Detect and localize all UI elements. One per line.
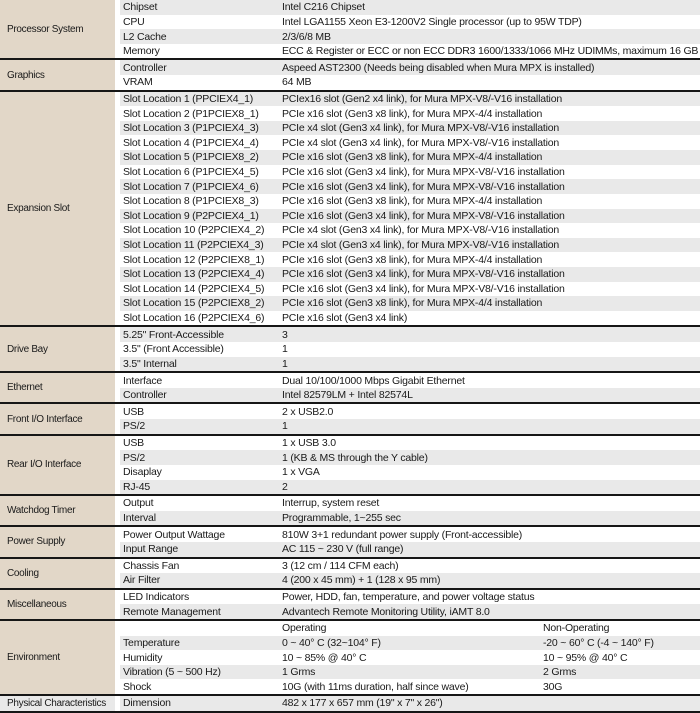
section-rows <box>120 496 700 525</box>
table-row <box>120 404 700 419</box>
spec-label: Slot Location 4 (P1PCIEX4_4) <box>123 136 259 149</box>
table-row <box>120 604 700 619</box>
spec-label: Air Filter <box>123 574 161 587</box>
spec-label: Chassis Fan <box>123 559 180 572</box>
spec-section <box>0 525 700 556</box>
spec-label: Slot Location 11 (P2PCIEX4_3) <box>123 239 264 252</box>
table-row <box>120 542 700 557</box>
spec-label: 3.5" (Front Accessible) <box>123 343 224 356</box>
spec-value: PCIe x16 slot (Gen3 x4 link), for Mura MPX-V8/-V16 installation <box>282 166 565 178</box>
spec-value: ECC & Register or ECC or non ECC DDR3 1600/1333/1066 MHz UDIMMs, maximum 16 GB <box>282 45 699 58</box>
spec-value: 2 x USB2.0 <box>282 405 334 418</box>
section-rows <box>120 436 700 494</box>
spec-value: PCIe x16 slot (Gen3 x4 link), for Mura MPX-V8/-V16 installation <box>282 282 565 295</box>
table-row <box>120 311 700 326</box>
spec-label: Slot Location 6 (P1PCIEX4_5) <box>123 166 259 178</box>
spec-label: Slot Location 1 (PPCIEX4_1) <box>123 92 254 105</box>
table-row <box>120 465 700 480</box>
table-row <box>120 106 700 121</box>
spec-value: PCIe x16 slot (Gen3 x8 link), for Mura MPX-4/4 installation <box>282 195 543 208</box>
spec-label: Slot Location 16 (P2PCIEX4_6) <box>123 312 265 325</box>
spec-value: 1 x USB 3.0 <box>282 436 336 449</box>
spec-label: Temperature <box>123 636 180 649</box>
category-cell: Environment <box>0 621 115 694</box>
spec-label: VRAM <box>123 76 153 89</box>
table-row <box>120 573 700 588</box>
spec-value: PCIe x4 slot (Gen3 x4 link), for Mura MPX-V8/-V16 installation <box>282 239 560 252</box>
spec-section <box>0 90 700 326</box>
spec-value: PCIe x16 slot (Gen3 x8 link), for Mura MPX-4/4 installation <box>282 297 543 310</box>
spec-value: PCIe x16 slot (Gen3 x4 link), for Mura MPX-V8/-V16 installation <box>282 209 565 222</box>
table-row <box>120 60 700 75</box>
spec-value: PCIe x16 slot (Gen3 x8 link), for Mura MPX-4/4 installation <box>282 151 543 164</box>
section-rows <box>120 527 700 556</box>
spec-label: Memory <box>123 45 160 58</box>
spec-value: Intel LGA1155 Xeon E3-1200V2 Single processor (up to 95W TDP) <box>282 15 582 28</box>
spec-value: 810W 3+1 redundant power supply (Front-accessible) <box>282 528 523 541</box>
table-row <box>120 388 700 403</box>
spec-label: Vibration (5 ~ 500 Hz) <box>123 666 221 679</box>
table-row <box>120 267 700 282</box>
spec-section <box>0 557 700 588</box>
spec-value: 3 <box>282 328 288 341</box>
spec-value: PCIe x4 slot (Gen3 x4 link), for Mura MPX-V8/-V16 installation <box>282 224 560 237</box>
spec-value: Interrup, system reset <box>282 497 380 510</box>
spec-label: Slot Location 10 (P2PCIEX4_2) <box>123 224 265 237</box>
spec-value: AC 115 ~ 230 V (full range) <box>282 543 404 556</box>
spec-value: Operating <box>282 622 327 635</box>
table-row <box>120 419 700 434</box>
spec-label: Interface <box>123 374 163 387</box>
spec-label: RJ-45 <box>123 480 151 493</box>
spec-section <box>0 402 700 433</box>
category-cell: Miscellaneous <box>0 590 115 619</box>
spec-label: USB <box>123 405 144 418</box>
spec-value: 1 (KB & MS through the Y cable) <box>282 451 428 464</box>
table-row <box>120 679 700 694</box>
category-cell: Watchdog Timer <box>0 496 115 525</box>
category-cell: Graphics <box>0 60 115 89</box>
spec-label: USB <box>123 436 144 449</box>
spec-label: Slot Location 14 (P2PCIEX4_5) <box>123 282 265 295</box>
spec-value: PCIe x4 slot (Gen3 x4 link), for Mura MPX-V8/-V16 installation <box>282 136 560 149</box>
spec-label: Slot Location 12 (P2PCIEX8_1) <box>123 253 265 266</box>
spec-value: 10G (with 11ms duration, half since wave) <box>282 680 469 693</box>
spec-label: Chipset <box>123 1 158 14</box>
section-rows <box>120 327 700 371</box>
table-row <box>120 373 700 388</box>
table-row <box>120 121 700 136</box>
table-row <box>120 238 700 253</box>
spec-value: PCIe x16 slot (Gen3 x4 link), for Mura MPX-V8/-V16 installation <box>282 180 565 193</box>
table-row <box>120 179 700 194</box>
spec-label: Controller <box>123 61 167 74</box>
spec-value: Programmable, 1~255 sec <box>282 512 401 525</box>
spec-value-secondary: 10 ~ 95% @ 40° C <box>543 651 628 664</box>
spec-value: PCIex16 slot (Gen2 x4 link), for Mura MPX-V8/-V16 installation <box>282 92 562 105</box>
table-row <box>120 636 700 651</box>
spec-label: Slot Location 9 (P2PCIEX4_1) <box>123 209 259 222</box>
spec-label: Humidity <box>123 651 163 664</box>
section-rows <box>120 60 700 89</box>
spec-value-secondary: 2 Grms <box>543 666 577 679</box>
spec-value: 1 x VGA <box>282 466 320 479</box>
spec-label: PS/2 <box>123 451 145 464</box>
spec-value: 1 <box>282 420 288 433</box>
spec-value: Power, HDD, fan, temperature, and power voltage status <box>282 591 535 604</box>
spec-label: LED Indicators <box>123 591 190 604</box>
spec-section <box>0 494 700 525</box>
spec-label: Slot Location 13 (P2PCIEX4_4) <box>123 268 265 281</box>
spec-label: Slot Location 5 (P1PCIEX8_2) <box>123 151 259 164</box>
spec-value: 482 x 177 x 657 mm (19" x 7" x 26") <box>282 697 443 710</box>
spec-section <box>0 58 700 89</box>
table-row <box>120 496 700 511</box>
spec-section <box>0 371 700 402</box>
table-row <box>120 327 700 342</box>
table-row <box>120 357 700 372</box>
spec-label: Remote Management <box>123 605 221 618</box>
table-row <box>120 696 700 711</box>
spec-value: 2 <box>282 480 288 493</box>
table-row <box>120 194 700 209</box>
table-row <box>120 15 700 30</box>
spec-value: 10 ~ 85% @ 40° C <box>282 651 367 664</box>
spec-value: Intel 82579LM + Intel 82574L <box>282 389 413 402</box>
table-row <box>120 527 700 542</box>
spec-label: Slot Location 3 (P1PCIEX4_3) <box>123 122 259 135</box>
category-cell: Physical Characteristics <box>0 696 115 711</box>
table-row <box>120 650 700 665</box>
spec-value: PCIe x4 slot (Gen3 x4 link), for Mura MPX-V8/-V16 installation <box>282 122 560 135</box>
table-row <box>120 209 700 224</box>
spec-section <box>0 325 700 371</box>
category-cell: Rear I/O Interface <box>0 436 115 494</box>
table-row <box>120 590 700 605</box>
spec-label: Slot Location 15 (P2PCIEX8_2) <box>123 297 265 310</box>
spec-value-secondary: -20 ~ 60° C (-4 ~ 140° F) <box>543 636 654 649</box>
table-row <box>120 665 700 680</box>
spec-label: Slot Location 2 (P1PCIEX8_1) <box>123 107 259 120</box>
spec-section <box>0 619 700 694</box>
table-row <box>120 223 700 238</box>
spec-value: 2/3/6/8 MB <box>282 30 331 43</box>
spec-value: 3 (12 cm / 114 CFM each) <box>282 559 399 572</box>
spec-section <box>0 588 700 619</box>
spec-section <box>0 694 700 711</box>
category-cell: Processor System <box>0 0 115 58</box>
section-rows <box>120 404 700 433</box>
spec-label: Disaplay <box>123 466 162 479</box>
table-row <box>120 342 700 357</box>
category-cell: Power Supply <box>0 527 115 556</box>
spec-label: Power Output Wattage <box>123 528 225 541</box>
spec-value: Intel C216 Chipset <box>282 1 365 14</box>
table-row <box>120 450 700 465</box>
spec-value-secondary: Non-Operating <box>543 622 610 635</box>
table-row <box>120 135 700 150</box>
category-cell: Ethernet <box>0 373 115 402</box>
spec-value: PCIe x16 slot (Gen3 x4 link), for Mura MPX-V8/-V16 installation <box>282 268 565 281</box>
table-row <box>120 282 700 297</box>
table-row <box>120 75 700 90</box>
spec-label: Output <box>123 497 154 510</box>
section-rows <box>120 92 700 326</box>
spec-value: Aspeed AST2300 (Needs being disabled when Mura MPX is installed) <box>282 61 595 74</box>
spec-label: Slot Location 8 (P1PCIEX8_3) <box>123 195 259 208</box>
section-rows <box>120 621 700 694</box>
table-row <box>120 29 700 44</box>
spec-label: CPU <box>123 15 145 28</box>
spec-label: Slot Location 7 (P1PCIEX4_6) <box>123 180 259 193</box>
spec-value: 1 Grms <box>282 666 316 679</box>
table-row <box>120 44 700 59</box>
section-rows <box>120 696 700 711</box>
table-row <box>120 621 700 636</box>
spec-value: 0 ~ 40° C (32~104° F) <box>282 636 381 649</box>
table-row <box>120 511 700 526</box>
spec-value: 1 <box>282 343 288 356</box>
spec-label: Interval <box>123 512 156 525</box>
spec-value: Advantech Remote Monitoring Utility, iAMT 8.0 <box>282 605 490 618</box>
table-row <box>120 252 700 267</box>
spec-value-secondary: 30G <box>543 680 563 693</box>
spec-label: Input Range <box>123 543 179 556</box>
table-row <box>120 559 700 574</box>
spec-value: 4 (200 x 45 mm) + 1 (128 x 95 mm) <box>282 574 441 587</box>
spec-value: 64 MB <box>282 76 312 89</box>
table-row <box>120 150 700 165</box>
table-row <box>120 0 700 15</box>
spec-value: PCIe x16 slot (Gen3 x4 link) <box>282 312 408 325</box>
spec-value: PCIe x16 slot (Gen3 x8 link), for Mura MPX-4/4 installation <box>282 107 543 120</box>
table-row <box>120 480 700 495</box>
spec-label: 3.5" Internal <box>123 357 177 370</box>
table-row <box>120 165 700 180</box>
spec-section <box>0 0 700 58</box>
spec-value: Dual 10/100/1000 Mbps Gigabit Ethernet <box>282 374 465 387</box>
section-rows <box>120 373 700 402</box>
category-cell: Drive Bay <box>0 327 115 371</box>
category-cell: Front I/O Interface <box>0 404 115 433</box>
section-rows <box>120 590 700 619</box>
spec-label: PS/2 <box>123 420 145 433</box>
table-row <box>120 436 700 451</box>
spec-label: Shock <box>123 680 152 693</box>
spec-label: Controller <box>123 389 167 402</box>
spec-label: Dimension <box>123 697 171 710</box>
spec-section <box>0 434 700 494</box>
table-row <box>120 92 700 107</box>
spec-label: L2 Cache <box>123 30 167 43</box>
table-row <box>120 296 700 311</box>
spec-label: 5.25" Front-Accessible <box>123 328 224 341</box>
spec-value: 1 <box>282 357 288 370</box>
section-rows <box>120 559 700 588</box>
category-cell: Expansion Slot <box>0 92 115 326</box>
category-cell: Cooling <box>0 559 115 588</box>
section-rows <box>120 0 700 58</box>
spec-value: PCIe x16 slot (Gen3 x8 link), for Mura MPX-4/4 installation <box>282 253 543 266</box>
